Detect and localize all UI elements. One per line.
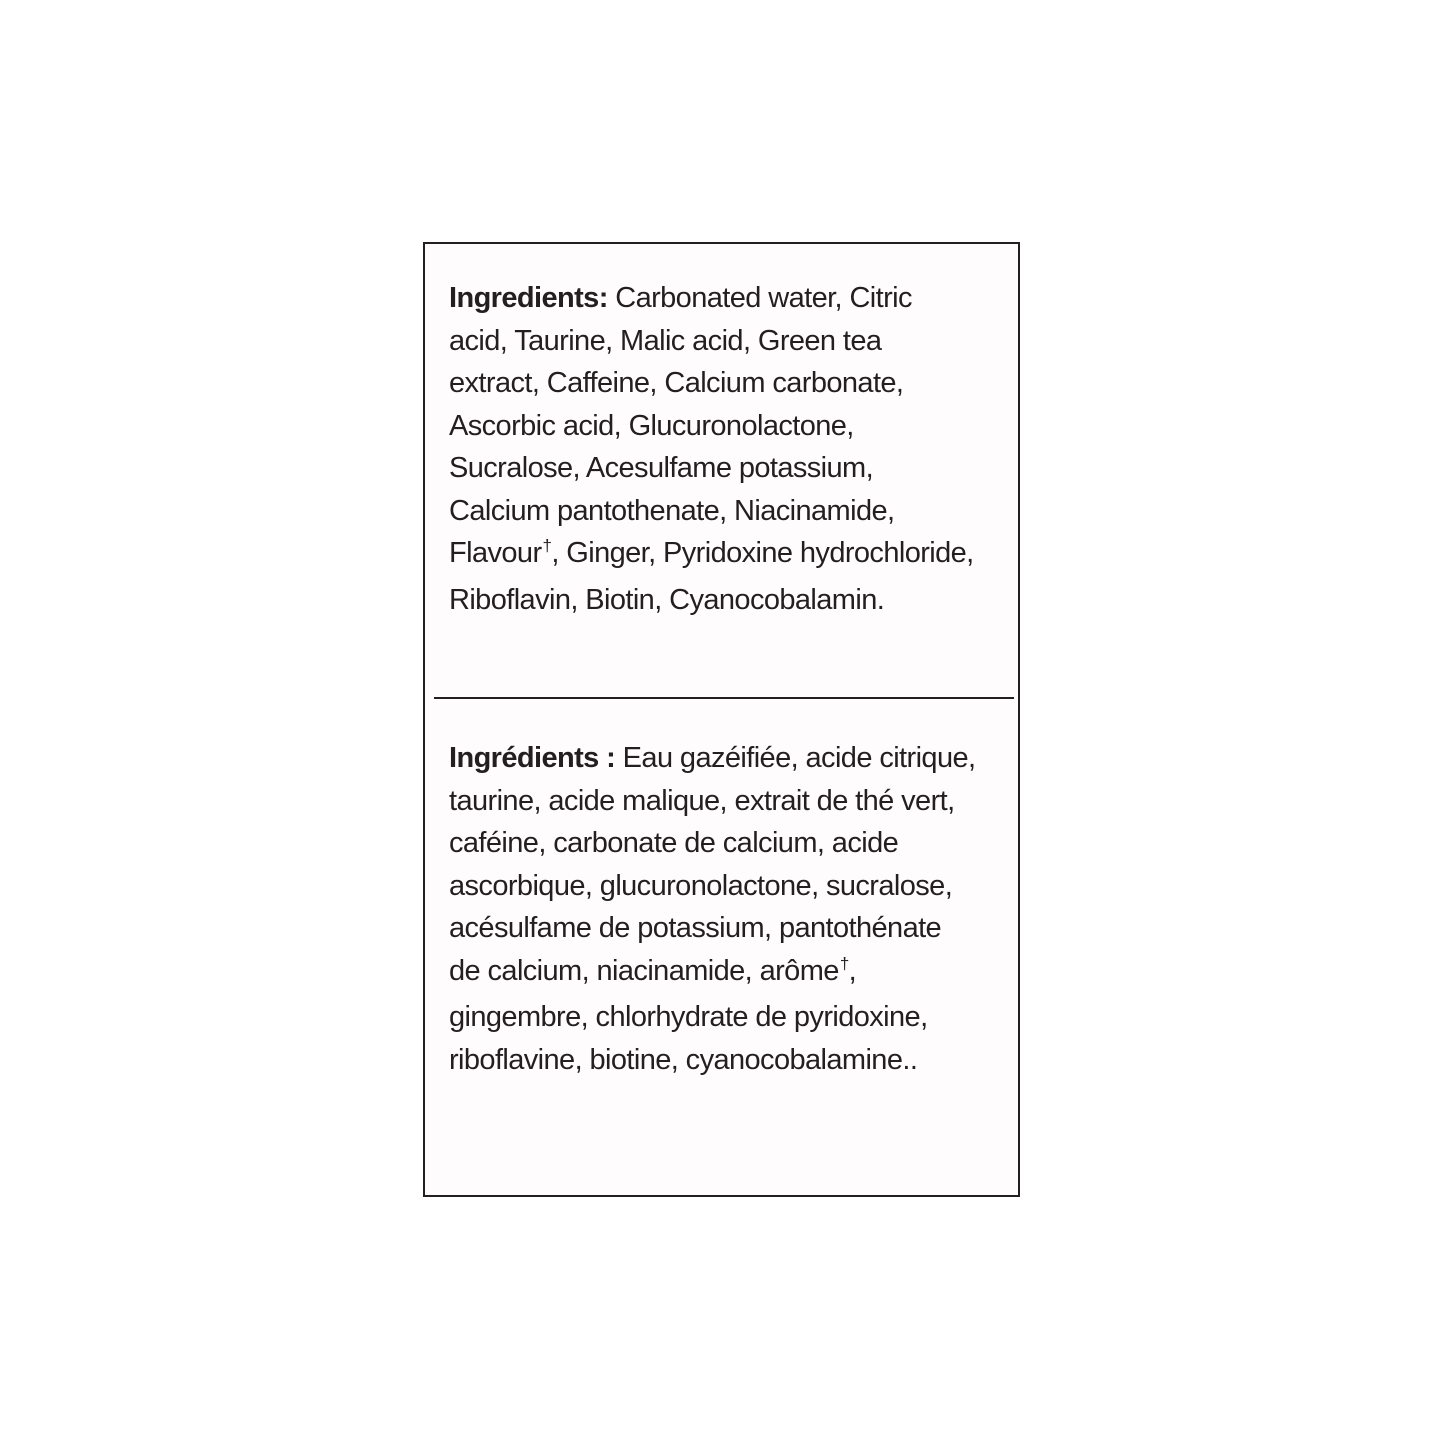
english-line-1: [449, 277, 1029, 320]
french-line-5: acésulfame de potassium, pantothénate: [449, 912, 942, 944]
english-ingredients-panel: [449, 277, 1029, 621]
french-ingredients-heading: Ingrédients :: [449, 742, 616, 774]
french-line-1: [449, 737, 1029, 780]
french-line-3: caféine, carbonate de calcium, acide: [449, 827, 899, 859]
english-line-5: Sucralose, Acesulfame potassium,: [449, 452, 874, 484]
english-ingredients-heading: Ingredients:: [449, 282, 608, 314]
english-flavour-text: Flavour: [449, 537, 542, 569]
english-line-4: Ascorbic acid, Glucuronolactone,: [449, 409, 854, 442]
english-line-3: extract, Caffeine, Calcium carbonate,: [449, 367, 904, 399]
english-line-1-text: Carbonated water, Citric: [607, 282, 912, 314]
ingredients-label-box: [423, 242, 1020, 1197]
french-line-6: [449, 950, 1029, 997]
language-divider: [434, 697, 1014, 699]
french-line-8: riboflavine, biotine, cyanocobalamine..: [449, 1043, 918, 1076]
english-dagger-mark: †: [542, 536, 552, 555]
english-line-7: [449, 532, 1029, 579]
french-line-6-text: ,: [848, 954, 857, 987]
english-line-6: Calcium pantothenate, Niacinamide,: [449, 494, 895, 527]
english-line-7-text: , Ginger, Pyridoxine hydrochloride,: [551, 537, 974, 569]
french-line-7: gingembre, chlorhydrate de pyridoxine,: [449, 1001, 928, 1033]
french-dagger-mark: †: [839, 953, 849, 973]
french-line-1-text: Eau gazéifiée, acide citrique,: [615, 742, 976, 774]
english-line-2: acid, Taurine, Malic acid, Green tea: [449, 324, 882, 357]
french-ingredients-panel: [449, 737, 1029, 1081]
english-line-8: Riboflavin, Biotin, Cyanocobalamin.: [449, 583, 885, 616]
french-line-2: taurine, acide malique, extrait de thé vert,: [449, 784, 955, 817]
french-line-4: ascorbique, glucuronolactone, sucralose,: [449, 869, 953, 902]
french-arome-text: de calcium, niacinamide, arôme: [449, 954, 839, 987]
